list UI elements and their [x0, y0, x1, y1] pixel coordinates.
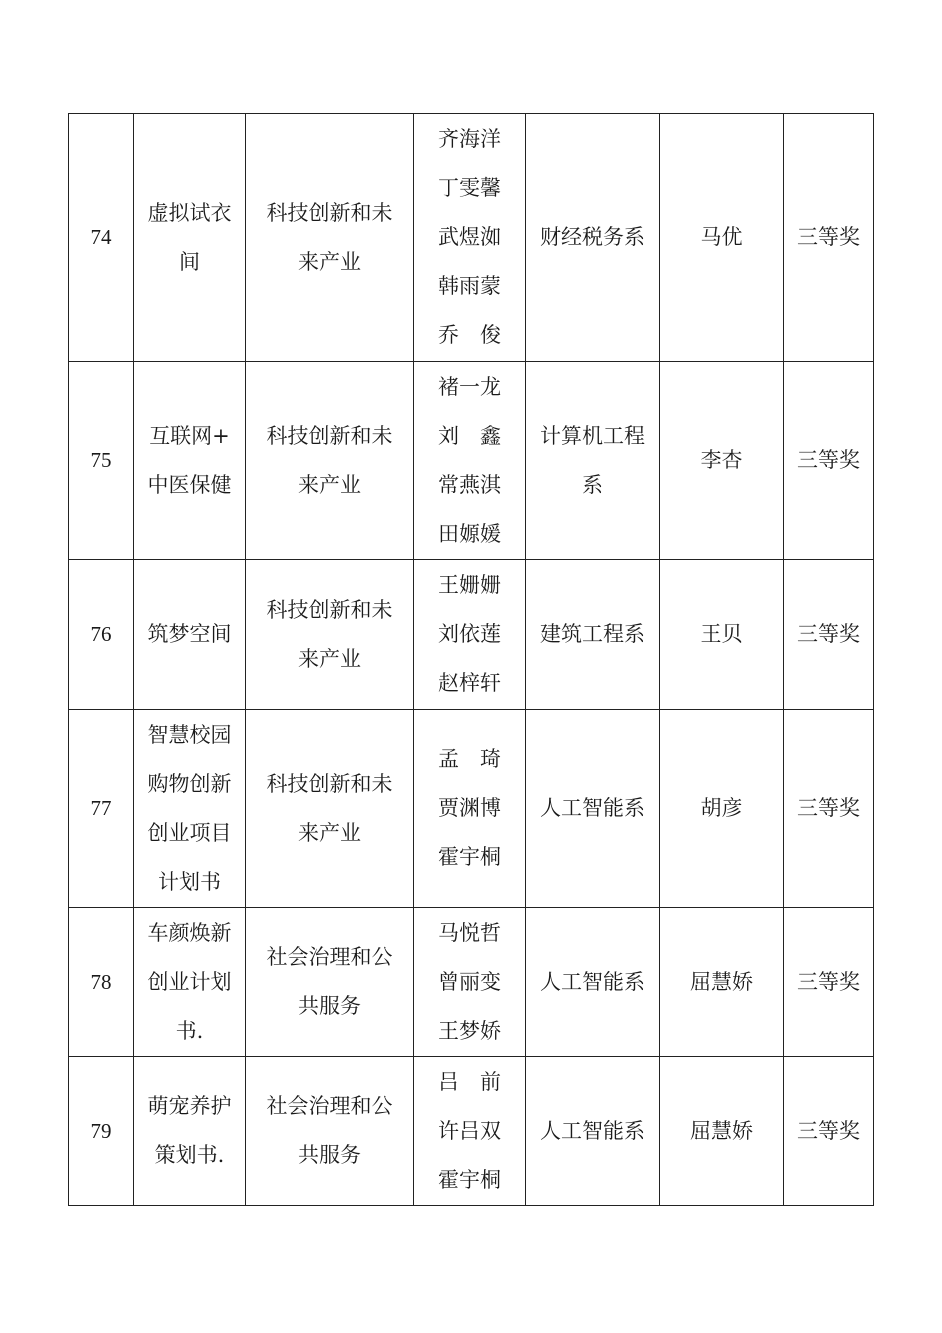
team-members — [414, 362, 526, 560]
table-body — [69, 114, 874, 1206]
team-members-line: 田嫄媛 — [438, 521, 501, 546]
category-line: 来产业 — [298, 249, 361, 274]
team-members-line: 吕 前 — [438, 1069, 501, 1094]
project-name — [134, 362, 246, 560]
advisor: 胡彦 — [660, 710, 784, 908]
project-name-line: 智慧校园 — [147, 722, 232, 747]
category-line: 科技创新和未 — [266, 771, 393, 796]
department — [526, 908, 660, 1057]
project-name-line: 中医保健 — [147, 472, 232, 497]
project-name-line: 间 — [179, 249, 200, 274]
project-name-line: 计划书 — [158, 869, 221, 894]
project-name-line: 萌宠养护 — [147, 1094, 232, 1118]
team-members-line: 乔 俊 — [438, 323, 501, 347]
team-members-line: 褚一龙 — [438, 374, 501, 399]
category — [246, 1057, 414, 1206]
team-members-line: 刘 鑫 — [438, 423, 501, 448]
team-members — [414, 114, 526, 362]
category-line: 来产业 — [298, 646, 361, 671]
category-line: 来产业 — [298, 820, 361, 845]
category-line: 共服务 — [298, 1143, 361, 1167]
category-line: 科技创新和未 — [266, 423, 393, 448]
row-number: 79 — [69, 1057, 134, 1206]
team-members-line: 王梦娇 — [438, 1018, 501, 1043]
project-name — [134, 560, 246, 710]
project-name-line: 购物创新 — [147, 771, 232, 796]
team-members-line: 贾渊博 — [438, 796, 501, 820]
advisor: 马优 — [660, 114, 784, 362]
award-level: 三等奖 — [784, 908, 874, 1057]
department-line: 财经税务系 — [540, 225, 645, 249]
category-line: 共服务 — [298, 994, 361, 1018]
department-line: 人工智能系 — [540, 969, 645, 994]
department — [526, 1057, 660, 1206]
project-name — [134, 908, 246, 1057]
awards-table — [68, 113, 874, 1206]
team-members — [414, 908, 526, 1057]
category — [246, 114, 414, 362]
table-row — [69, 908, 874, 1057]
category-line: 社会治理和公 — [266, 1094, 393, 1118]
department-line: 人工智能系 — [540, 1118, 645, 1143]
department — [526, 710, 660, 908]
table-row — [69, 362, 874, 560]
team-members — [414, 560, 526, 710]
row-number: 77 — [69, 710, 134, 908]
category-line: 科技创新和未 — [266, 200, 393, 225]
team-members-line: 王姗姗 — [438, 573, 501, 597]
department-line: 系 — [582, 472, 603, 497]
table-row — [69, 114, 874, 362]
table-row — [69, 1057, 874, 1206]
advisor: 屈慧娇 — [660, 1057, 784, 1206]
row-number: 75 — [69, 362, 134, 560]
team-members-line: 曾丽变 — [438, 969, 501, 994]
award-level: 三等奖 — [784, 362, 874, 560]
team-members — [414, 710, 526, 908]
team-members — [414, 1057, 526, 1206]
team-members-line: 许吕双 — [438, 1118, 501, 1143]
row-number: 76 — [69, 560, 134, 710]
table-row — [69, 710, 874, 908]
department — [526, 560, 660, 710]
category-line: 科技创新和未 — [266, 597, 393, 622]
category — [246, 908, 414, 1057]
team-members-line: 马悦哲 — [438, 920, 501, 945]
table-row — [69, 560, 874, 710]
advisor: 屈慧娇 — [660, 908, 784, 1057]
department-line: 人工智能系 — [540, 796, 645, 820]
project-name-line: 创业计划 — [147, 969, 232, 994]
award-level: 三等奖 — [784, 710, 874, 908]
category-line: 来产业 — [298, 472, 361, 497]
team-members-line: 刘依莲 — [438, 622, 501, 646]
project-name-line: 书. — [175, 1018, 204, 1043]
project-name-line: 筑梦空间 — [147, 622, 232, 646]
category-line: 社会治理和公 — [266, 945, 393, 969]
row-number: 78 — [69, 908, 134, 1057]
team-members-line: 武煜洳 — [438, 225, 501, 249]
project-name-line: 车颜焕新 — [147, 920, 232, 945]
department-line: 建筑工程系 — [540, 622, 645, 646]
department — [526, 114, 660, 362]
row-number: 74 — [69, 114, 134, 362]
project-name — [134, 114, 246, 362]
team-members-line: 孟 琦 — [438, 747, 501, 771]
project-name-line: 互联网+ — [149, 423, 230, 448]
team-members-line: 霍宇桐 — [438, 1167, 501, 1192]
advisor: 李杏 — [660, 362, 784, 560]
team-members-line: 常燕淇 — [438, 472, 501, 497]
award-level: 三等奖 — [784, 114, 874, 362]
category — [246, 710, 414, 908]
team-members-line: 赵梓轩 — [438, 671, 501, 695]
project-name-line: 创业项目 — [147, 820, 232, 845]
department-line: 计算机工程 — [540, 423, 645, 448]
award-level: 三等奖 — [784, 1057, 874, 1206]
department — [526, 362, 660, 560]
team-members-line: 丁雯馨 — [438, 176, 501, 200]
project-name-line: 策划书. — [154, 1143, 225, 1167]
award-level: 三等奖 — [784, 560, 874, 710]
team-members-line: 齐海洋 — [438, 127, 501, 151]
category — [246, 560, 414, 710]
project-name — [134, 1057, 246, 1206]
advisor: 王贝 — [660, 560, 784, 710]
project-name-line: 虚拟试衣 — [147, 200, 232, 225]
project-name — [134, 710, 246, 908]
team-members-line: 韩雨蒙 — [438, 274, 501, 298]
category — [246, 362, 414, 560]
team-members-line: 霍宇桐 — [438, 845, 501, 869]
